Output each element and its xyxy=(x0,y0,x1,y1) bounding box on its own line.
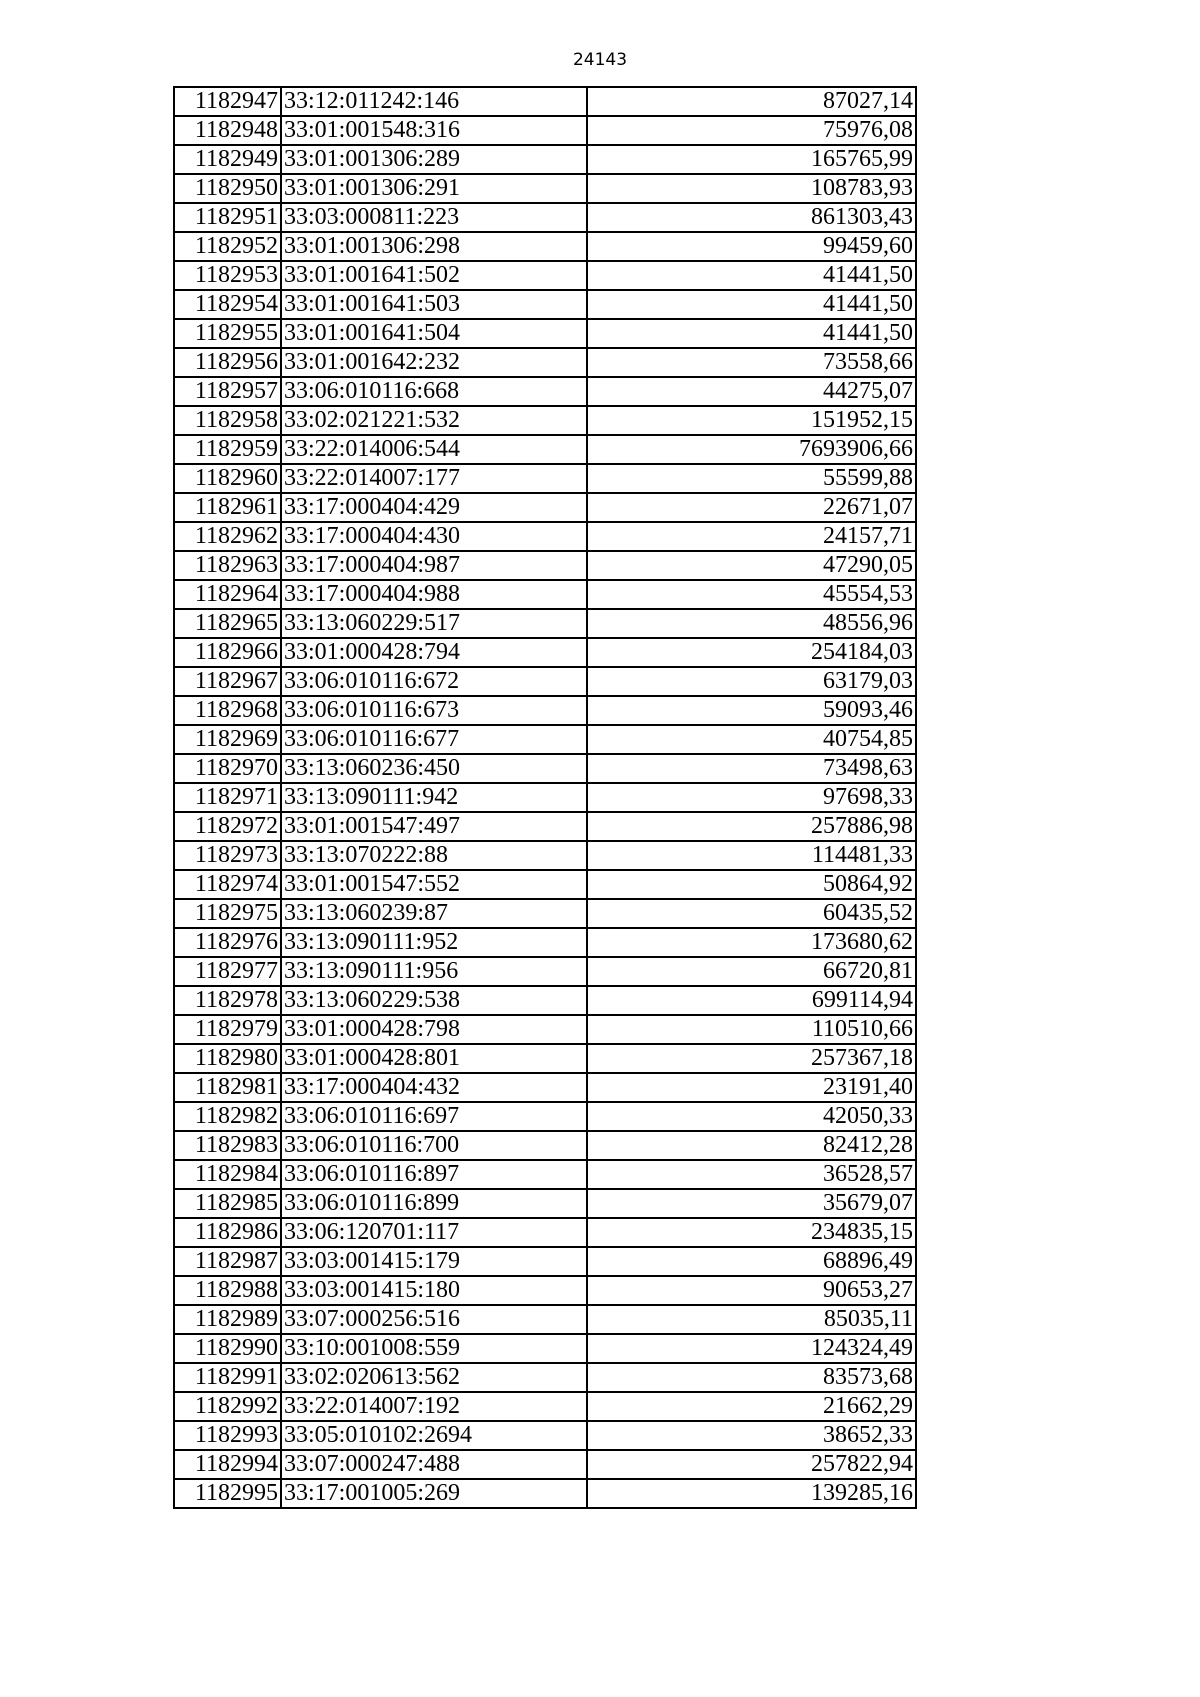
table-row xyxy=(174,290,916,319)
cadastral-number-cell: 33:22:014006:544 xyxy=(281,435,587,464)
cadastral-number-cell: 33:06:010116:697 xyxy=(281,1102,587,1131)
table-row xyxy=(174,232,916,261)
record-id-cell: 1182948 xyxy=(174,116,281,145)
cadastral-value-cell: 85035,11 xyxy=(587,1305,916,1334)
cadastral-value-cell: 151952,15 xyxy=(587,406,916,435)
record-id-cell: 1182960 xyxy=(174,464,281,493)
record-id-cell: 1182984 xyxy=(174,1160,281,1189)
cadastral-value-cell: 41441,50 xyxy=(587,290,916,319)
record-id-cell: 1182985 xyxy=(174,1189,281,1218)
record-id-cell: 1182983 xyxy=(174,1131,281,1160)
cadastral-number-cell: 33:01:001306:289 xyxy=(281,145,587,174)
table-row xyxy=(174,464,916,493)
record-id-cell: 1182981 xyxy=(174,1073,281,1102)
cadastral-value-cell: 257886,98 xyxy=(587,812,916,841)
cadastral-value-cell: 38652,33 xyxy=(587,1421,916,1450)
record-id-cell: 1182963 xyxy=(174,551,281,580)
cadastral-value-cell: 41441,50 xyxy=(587,319,916,348)
cadastral-value-cell: 68896,49 xyxy=(587,1247,916,1276)
cadastral-number-cell: 33:17:000404:430 xyxy=(281,522,587,551)
cadastral-number-cell: 33:22:014007:177 xyxy=(281,464,587,493)
record-id-cell: 1182971 xyxy=(174,783,281,812)
record-id-cell: 1182952 xyxy=(174,232,281,261)
cadastral-value-cell: 63179,03 xyxy=(587,667,916,696)
cadastral-value-cell: 44275,07 xyxy=(587,377,916,406)
cadastral-value-cell: 257367,18 xyxy=(587,1044,916,1073)
cadastral-number-cell: 33:03:001415:180 xyxy=(281,1276,587,1305)
cadastral-number-cell: 33:13:060239:87 xyxy=(281,899,587,928)
cadastral-number-cell: 33:10:001008:559 xyxy=(281,1334,587,1363)
record-id-cell: 1182951 xyxy=(174,203,281,232)
record-id-cell: 1182956 xyxy=(174,348,281,377)
cadastral-value-cell: 7693906,66 xyxy=(587,435,916,464)
record-id-cell: 1182967 xyxy=(174,667,281,696)
table-row xyxy=(174,696,916,725)
record-id-cell: 1182958 xyxy=(174,406,281,435)
table-row xyxy=(174,1276,916,1305)
cadastral-value-cell: 83573,68 xyxy=(587,1363,916,1392)
cadastral-value-cell: 40754,85 xyxy=(587,725,916,754)
cadastral-value-cell: 861303,43 xyxy=(587,203,916,232)
cadastral-number-cell: 33:05:010102:2694 xyxy=(281,1421,587,1450)
record-id-cell: 1182994 xyxy=(174,1450,281,1479)
cadastral-number-cell: 33:07:000256:516 xyxy=(281,1305,587,1334)
cadastral-value-cell: 99459,60 xyxy=(587,232,916,261)
cadastral-number-cell: 33:01:001641:504 xyxy=(281,319,587,348)
record-id-cell: 1182992 xyxy=(174,1392,281,1421)
cadastral-value-cell: 55599,88 xyxy=(587,464,916,493)
cadastral-value-cell: 699114,94 xyxy=(587,986,916,1015)
cadastral-number-cell: 33:06:010116:899 xyxy=(281,1189,587,1218)
record-id-cell: 1182993 xyxy=(174,1421,281,1450)
table-row xyxy=(174,1015,916,1044)
record-id-cell: 1182990 xyxy=(174,1334,281,1363)
cadastral-number-cell: 33:01:001306:298 xyxy=(281,232,587,261)
cadastral-number-cell: 33:13:060236:450 xyxy=(281,754,587,783)
cadastral-number-cell: 33:01:001306:291 xyxy=(281,174,587,203)
record-id-cell: 1182964 xyxy=(174,580,281,609)
cadastral-value-cell: 234835,15 xyxy=(587,1218,916,1247)
table-row xyxy=(174,522,916,551)
record-id-cell: 1182965 xyxy=(174,609,281,638)
table-body xyxy=(174,87,916,1508)
cadastral-number-cell: 33:22:014007:192 xyxy=(281,1392,587,1421)
table-row xyxy=(174,580,916,609)
table-row xyxy=(174,667,916,696)
cadastral-number-cell: 33:13:090111:956 xyxy=(281,957,587,986)
table-row xyxy=(174,145,916,174)
cadastral-number-cell: 33:17:001005:269 xyxy=(281,1479,587,1508)
record-id-cell: 1182953 xyxy=(174,261,281,290)
record-id-cell: 1182991 xyxy=(174,1363,281,1392)
table-row xyxy=(174,899,916,928)
record-id-cell: 1182976 xyxy=(174,928,281,957)
cadastral-value-cell: 36528,57 xyxy=(587,1160,916,1189)
cadastral-value-cell: 110510,66 xyxy=(587,1015,916,1044)
cadastral-value-cell: 124324,49 xyxy=(587,1334,916,1363)
cadastral-number-cell: 33:01:001548:316 xyxy=(281,116,587,145)
table-row xyxy=(174,841,916,870)
table-row xyxy=(174,1479,916,1508)
table-row xyxy=(174,116,916,145)
table-row xyxy=(174,174,916,203)
page-number: 24143 xyxy=(572,50,628,70)
record-id-cell: 1182977 xyxy=(174,957,281,986)
cadastral-number-cell: 33:13:090111:952 xyxy=(281,928,587,957)
table-row xyxy=(174,1102,916,1131)
cadastral-number-cell: 33:06:010116:897 xyxy=(281,1160,587,1189)
table-row xyxy=(174,435,916,464)
cadastral-value-cell: 114481,33 xyxy=(587,841,916,870)
record-id-cell: 1182982 xyxy=(174,1102,281,1131)
record-id-cell: 1182969 xyxy=(174,725,281,754)
table-row xyxy=(174,87,916,116)
cadastral-number-cell: 33:06:010116:700 xyxy=(281,1131,587,1160)
table-row xyxy=(174,1160,916,1189)
record-id-cell: 1182972 xyxy=(174,812,281,841)
cadastral-value-cell: 48556,96 xyxy=(587,609,916,638)
cadastral-number-cell: 33:13:060229:538 xyxy=(281,986,587,1015)
table-row xyxy=(174,1450,916,1479)
cadastral-number-cell: 33:01:001641:502 xyxy=(281,261,587,290)
table-row xyxy=(174,1334,916,1363)
record-id-cell: 1182970 xyxy=(174,754,281,783)
record-id-cell: 1182957 xyxy=(174,377,281,406)
cadastral-value-cell: 87027,14 xyxy=(587,87,916,116)
cadastral-number-cell: 33:01:001642:232 xyxy=(281,348,587,377)
cadastral-value-cell: 90653,27 xyxy=(587,1276,916,1305)
cadastral-value-cell: 165765,99 xyxy=(587,145,916,174)
cadastral-value-cell: 254184,03 xyxy=(587,638,916,667)
cadastral-value-cell: 82412,28 xyxy=(587,1131,916,1160)
table-row xyxy=(174,812,916,841)
table-row xyxy=(174,1421,916,1450)
table-row xyxy=(174,493,916,522)
cadastral-number-cell: 33:17:000404:987 xyxy=(281,551,587,580)
cadastral-number-cell: 33:06:010116:673 xyxy=(281,696,587,725)
cadastral-value-cell: 73558,66 xyxy=(587,348,916,377)
table-row xyxy=(174,725,916,754)
cadastral-value-table xyxy=(173,86,917,1509)
cadastral-number-cell: 33:03:001415:179 xyxy=(281,1247,587,1276)
cadastral-value-cell: 59093,46 xyxy=(587,696,916,725)
table-row xyxy=(174,1073,916,1102)
cadastral-number-cell: 33:07:000247:488 xyxy=(281,1450,587,1479)
record-id-cell: 1182961 xyxy=(174,493,281,522)
cadastral-value-cell: 60435,52 xyxy=(587,899,916,928)
cadastral-number-cell: 33:02:021221:532 xyxy=(281,406,587,435)
record-id-cell: 1182979 xyxy=(174,1015,281,1044)
record-id-cell: 1182986 xyxy=(174,1218,281,1247)
record-id-cell: 1182978 xyxy=(174,986,281,1015)
cadastral-value-cell: 108783,93 xyxy=(587,174,916,203)
table-row xyxy=(174,551,916,580)
record-id-cell: 1182980 xyxy=(174,1044,281,1073)
cadastral-value-cell: 45554,53 xyxy=(587,580,916,609)
table-row xyxy=(174,203,916,232)
cadastral-number-cell: 33:03:000811:223 xyxy=(281,203,587,232)
cadastral-number-cell: 33:13:090111:942 xyxy=(281,783,587,812)
cadastral-number-cell: 33:01:000428:794 xyxy=(281,638,587,667)
record-id-cell: 1182966 xyxy=(174,638,281,667)
record-id-cell: 1182947 xyxy=(174,87,281,116)
cadastral-value-cell: 73498,63 xyxy=(587,754,916,783)
record-id-cell: 1182995 xyxy=(174,1479,281,1508)
cadastral-number-cell: 33:17:000404:429 xyxy=(281,493,587,522)
table-row xyxy=(174,1392,916,1421)
cadastral-number-cell: 33:17:000404:988 xyxy=(281,580,587,609)
table-row xyxy=(174,754,916,783)
record-id-cell: 1182954 xyxy=(174,290,281,319)
table-row xyxy=(174,406,916,435)
table-row xyxy=(174,1044,916,1073)
table-row xyxy=(174,319,916,348)
record-id-cell: 1182962 xyxy=(174,522,281,551)
table-row xyxy=(174,870,916,899)
record-id-cell: 1182988 xyxy=(174,1276,281,1305)
table-row xyxy=(174,1305,916,1334)
table-row xyxy=(174,1363,916,1392)
table-row xyxy=(174,1189,916,1218)
table-row xyxy=(174,986,916,1015)
record-id-cell: 1182987 xyxy=(174,1247,281,1276)
cadastral-number-cell: 33:06:120701:117 xyxy=(281,1218,587,1247)
cadastral-value-cell: 42050,33 xyxy=(587,1102,916,1131)
record-id-cell: 1182955 xyxy=(174,319,281,348)
cadastral-value-cell: 35679,07 xyxy=(587,1189,916,1218)
table-row xyxy=(174,609,916,638)
cadastral-value-cell: 50864,92 xyxy=(587,870,916,899)
cadastral-value-cell: 22671,07 xyxy=(587,493,916,522)
cadastral-number-cell: 33:01:001547:497 xyxy=(281,812,587,841)
table-row xyxy=(174,261,916,290)
table-row xyxy=(174,783,916,812)
table-row xyxy=(174,928,916,957)
cadastral-number-cell: 33:02:020613:562 xyxy=(281,1363,587,1392)
cadastral-value-cell: 41441,50 xyxy=(587,261,916,290)
cadastral-value-cell: 97698,33 xyxy=(587,783,916,812)
cadastral-number-cell: 33:01:000428:798 xyxy=(281,1015,587,1044)
cadastral-value-cell: 66720,81 xyxy=(587,957,916,986)
table-row xyxy=(174,1247,916,1276)
cadastral-number-cell: 33:06:010116:677 xyxy=(281,725,587,754)
cadastral-value-cell: 24157,71 xyxy=(587,522,916,551)
table-row xyxy=(174,1218,916,1247)
cadastral-value-cell: 21662,29 xyxy=(587,1392,916,1421)
cadastral-number-cell: 33:13:070222:88 xyxy=(281,841,587,870)
cadastral-number-cell: 33:12:011242:146 xyxy=(281,87,587,116)
cadastral-number-cell: 33:17:000404:432 xyxy=(281,1073,587,1102)
cadastral-number-cell: 33:01:000428:801 xyxy=(281,1044,587,1073)
cadastral-number-cell: 33:06:010116:672 xyxy=(281,667,587,696)
record-id-cell: 1182949 xyxy=(174,145,281,174)
cadastral-value-cell: 75976,08 xyxy=(587,116,916,145)
table-row xyxy=(174,957,916,986)
cadastral-value-cell: 23191,40 xyxy=(587,1073,916,1102)
table-row xyxy=(174,377,916,406)
record-id-cell: 1182968 xyxy=(174,696,281,725)
table-row xyxy=(174,348,916,377)
record-id-cell: 1182974 xyxy=(174,870,281,899)
cadastral-value-cell: 173680,62 xyxy=(587,928,916,957)
cadastral-number-cell: 33:01:001547:552 xyxy=(281,870,587,899)
record-id-cell: 1182989 xyxy=(174,1305,281,1334)
cadastral-number-cell: 33:13:060229:517 xyxy=(281,609,587,638)
table-row xyxy=(174,1131,916,1160)
record-id-cell: 1182973 xyxy=(174,841,281,870)
cadastral-value-cell: 257822,94 xyxy=(587,1450,916,1479)
cadastral-number-cell: 33:06:010116:668 xyxy=(281,377,587,406)
cadastral-number-cell: 33:01:001641:503 xyxy=(281,290,587,319)
record-id-cell: 1182950 xyxy=(174,174,281,203)
table-row xyxy=(174,638,916,667)
record-id-cell: 1182975 xyxy=(174,899,281,928)
cadastral-value-cell: 139285,16 xyxy=(587,1479,916,1508)
cadastral-value-cell: 47290,05 xyxy=(587,551,916,580)
record-id-cell: 1182959 xyxy=(174,435,281,464)
